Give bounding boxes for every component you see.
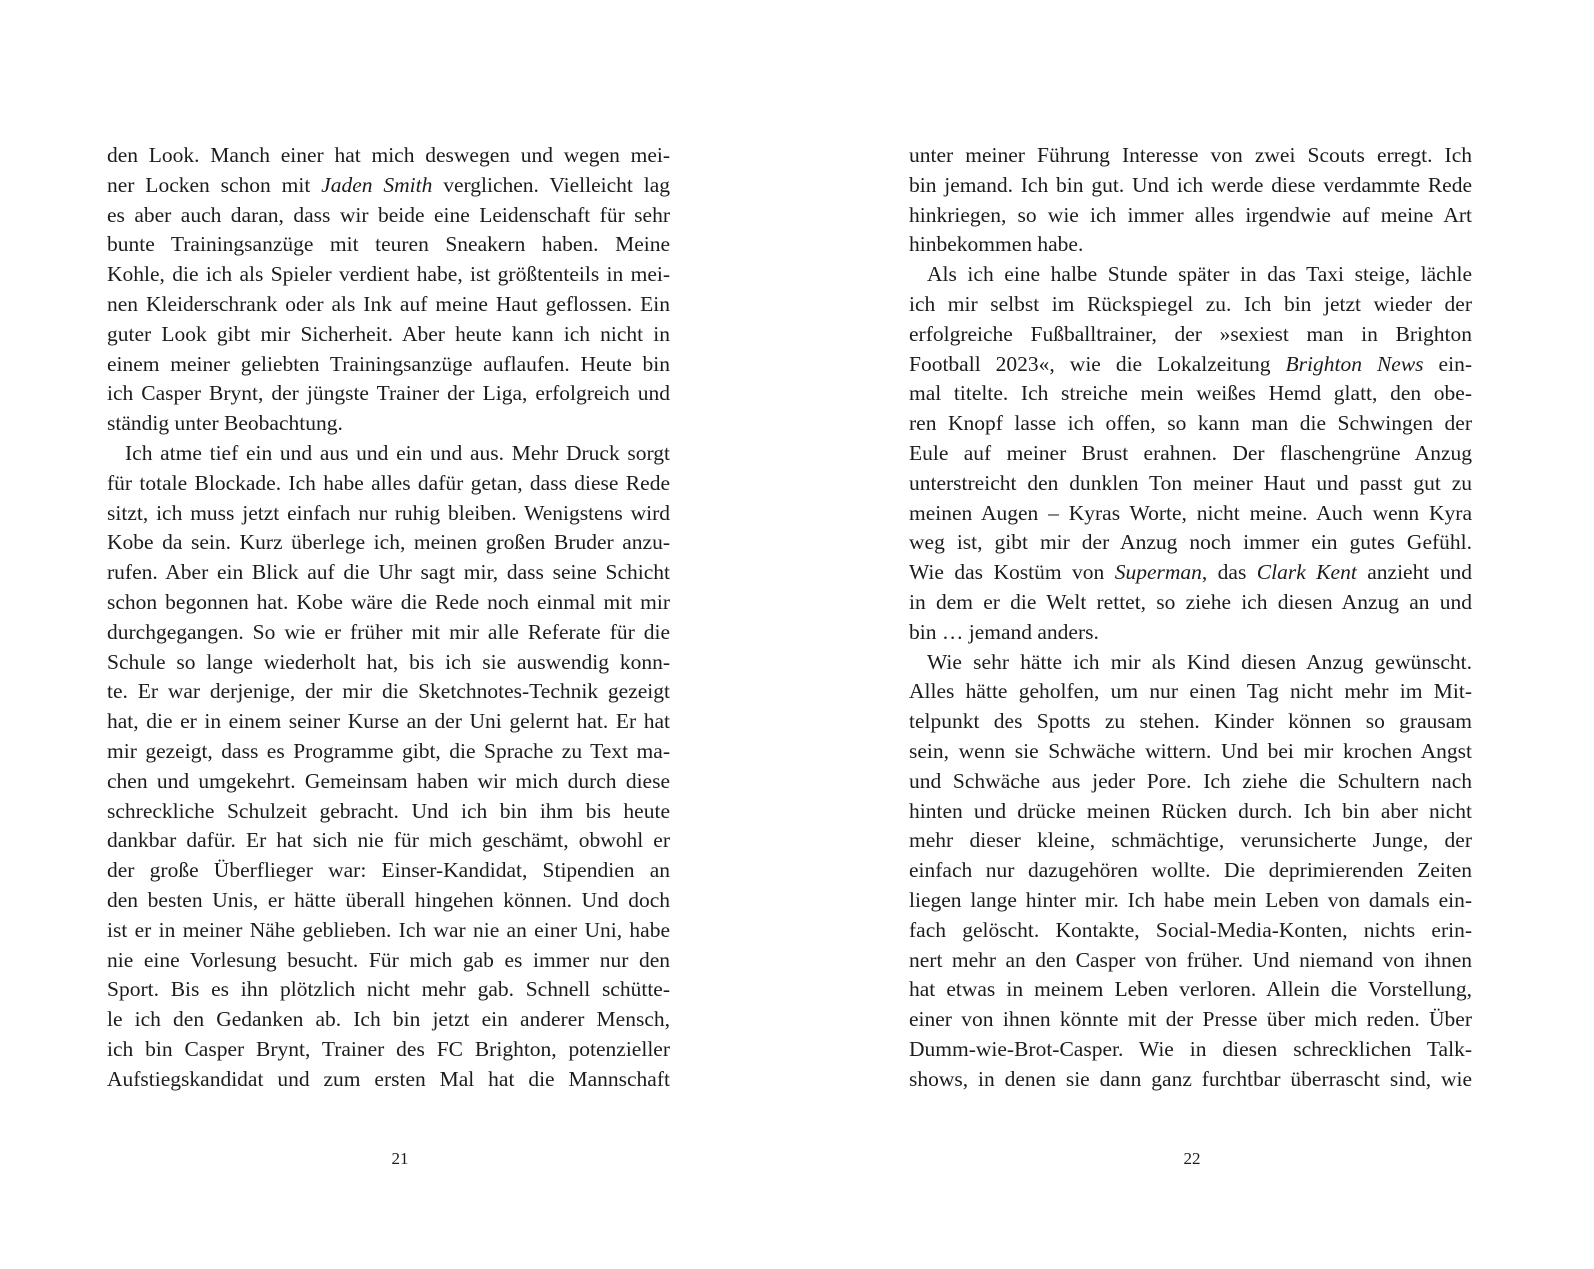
text-segment: Sport. Bis es ihn plötzlich nicht mehr gab. Schnell schütte-: [107, 977, 670, 1002]
text-segment: Kobe da sein. Kurz überlege ich, meinen großen Bruder anzu-: [107, 530, 670, 555]
text-segment: ich Casper Brynt, der jüngste Trainer der Liga, erfolgreich und: [107, 381, 670, 406]
text-segment: in dem er die Welt rettet, so ziehe ich diesen Anzug an und: [909, 589, 1472, 614]
text-segment: den besten Unis, er hätte überall hingehen können. Und doch: [107, 887, 670, 912]
text-line: [909, 350, 1472, 380]
text-segment: liegen lange hinter mir. Ich habe mein Leben von damals ein-: [909, 887, 1472, 912]
text-line: [107, 499, 670, 529]
text-line: [909, 588, 1472, 618]
text-segment: Aufstiegskandidat und zum ersten Mal hat die Mannschaft: [107, 1066, 670, 1091]
italic-text: Superman: [1114, 560, 1202, 585]
text-line: [107, 230, 670, 260]
text-line: [909, 707, 1472, 737]
text-segment: Wie das Kostüm von: [909, 560, 1115, 585]
text-line: [107, 737, 670, 767]
text-segment: es aber auch daran, dass wir beide eine Leidenschaft für sehr: [107, 202, 670, 227]
text-line: [107, 946, 670, 976]
text-segment: unterstreicht den dunklen Ton meiner Haut und passt gut zu: [909, 470, 1472, 495]
text-segment: le ich den Gedanken ab. Ich bin jetzt ein anderer Mensch,: [107, 1007, 670, 1032]
text-segment: rufen. Aber ein Blick auf die Uhr sagt mir, dass seine Schicht: [107, 560, 670, 585]
text-segment: nert mehr an den Casper von früher. Und niemand von ihnen: [909, 947, 1472, 972]
text-line: [909, 528, 1472, 558]
right-page: [797, 0, 1594, 1269]
text-segment: mehr dieser kleine, schmächtige, verunsicherte Junge, der: [909, 828, 1472, 853]
text-line: [909, 379, 1472, 409]
text-line: [107, 856, 670, 886]
text-segment: mal titelte. Ich streiche mein weißes Hemd glatt, den obe-: [909, 381, 1472, 406]
text-line: [909, 946, 1472, 976]
text-segment: den Look. Manch einer hat mich deswegen und wegen mei-: [107, 143, 670, 167]
text-segment: shows, in denen sie dann ganz furchtbar überrascht sind, wie: [909, 1066, 1472, 1091]
text-segment: te. Er war derjenige, der mir die Sketchnotes-Technik gezeigt: [107, 679, 670, 704]
text-line: [107, 290, 670, 320]
text-segment: guter Look gibt mir Sicherheit. Aber heute kann ich nicht in: [107, 321, 670, 346]
text-line: [107, 677, 670, 707]
text-line: [107, 588, 670, 618]
text-segment: chen und umgekehrt. Gemeinsam haben wir mich durch diese: [107, 768, 670, 793]
text-line: [909, 916, 1472, 946]
text-line: [909, 141, 1472, 171]
text-segment: unter meiner Führung Interesse von zwei Scouts erregt. Ich: [909, 143, 1472, 167]
text-segment: einfach nur dazugehören wollte. Die deprimierenden Zeiten: [909, 858, 1472, 883]
text-segment: hinbekommen habe.: [909, 232, 1084, 257]
text-line: [107, 975, 670, 1005]
text-segment: schreckliche Schulzeit gebracht. Und ich bin ihm bis heute: [107, 798, 670, 823]
text-segment: Football 2023«, wie die Lokalzeitung: [909, 351, 1286, 376]
text-segment: für totale Blockade. Ich habe alles dafür getan, dass diese Rede: [107, 470, 670, 495]
text-segment: hat etwas in meinem Leben verloren. Allein die Vorstellung,: [909, 977, 1472, 1002]
text-line: [107, 469, 670, 499]
text-segment: ren Knopf lasse ich offen, so kann man die Schwingen der: [909, 411, 1472, 436]
text-line: [909, 856, 1472, 886]
text-segment: hinten und drücke meinen Rücken durch. Ich bin aber nicht: [909, 798, 1472, 823]
text-segment: ein-: [1423, 351, 1472, 376]
text-line: [107, 320, 670, 350]
text-line: [909, 886, 1472, 916]
text-line: [107, 767, 670, 797]
page-number-left: 21: [391, 1149, 409, 1168]
text-line: [107, 1005, 670, 1035]
text-segment: telpunkt des Spotts zu stehen. Kinder können so grausam: [909, 709, 1472, 734]
text-line: [107, 409, 670, 439]
text-segment: erfolgreiche Fußballtrainer, der »sexiest man in Brighton: [909, 321, 1472, 346]
text-segment: der große Überflieger war: Einser-Kandidat, Stipendien an: [107, 858, 670, 883]
italic-text: Clark Kent: [1256, 560, 1357, 585]
text-line: [107, 558, 670, 588]
text-line: [107, 618, 670, 648]
text-segment: sitzt, ich muss jetzt einfach nur ruhig bleiben. Wenigstens wird: [107, 500, 670, 525]
text-segment: Alles hätte geholfen, um nur einen Tag nicht mehr im Mit-: [909, 679, 1472, 704]
text-segment: Ich atme tief ein und aus und ein und aus. Mehr Druck sorgt: [125, 440, 670, 465]
text-segment: ist er in meiner Nähe geblieben. Ich war nie an einer Uni, habe: [107, 917, 670, 942]
text-line: [909, 737, 1472, 767]
text-segment: und Schwäche aus jeder Pore. Ich ziehe die Schultern nach: [909, 768, 1472, 793]
text-line: [909, 439, 1472, 469]
text-line: [909, 1065, 1472, 1095]
text-segment: nen Kleiderschrank oder als Ink auf meine Haut geflossen. Ein: [107, 291, 670, 316]
text-segment: ich mir selbst im Rückspiegel zu. Ich bin jetzt wieder der: [909, 291, 1472, 316]
text-segment: hat, die er in einem seiner Kurse an der Uni gelernt hat. Er hat: [107, 709, 670, 734]
text-line: [107, 1065, 670, 1095]
text-line: [909, 767, 1472, 797]
text-segment: verglichen. Vielleicht lag: [432, 172, 670, 197]
text-segment: Schule so lange wiederholt hat, bis ich sie auswendig konn-: [107, 649, 670, 674]
text-line: [107, 260, 670, 290]
text-line: [107, 886, 670, 916]
text-segment: einer von ihnen könnte mit der Presse über mich reden. Über: [909, 1007, 1472, 1032]
text-segment: Wie sehr hätte ich mir als Kind diesen Anzug gewünscht.: [927, 649, 1472, 674]
text-line: [107, 1035, 670, 1065]
text-line: [909, 201, 1472, 231]
text-line: [107, 648, 670, 678]
text-segment: Dumm-wie-Brot-Casper. Wie in diesen schrecklichen Talk-: [909, 1036, 1472, 1061]
text-segment: meinen Augen – Kyras Worte, nicht meine. Auch wenn Kyra: [909, 500, 1472, 525]
text-line: [909, 260, 1472, 290]
text-segment: fach gelöscht. Kontakte, Social-Media-Konten, nichts erin-: [909, 917, 1472, 942]
text-line: [909, 320, 1472, 350]
text-line: [107, 707, 670, 737]
text-segment: durchgegangen. So wie er früher mit mir alle Referate für die: [107, 619, 670, 644]
text-line: [909, 1035, 1472, 1065]
text-line: [107, 439, 670, 469]
page-number-right: 22: [1183, 1149, 1201, 1168]
left-page-text: [107, 141, 670, 1095]
text-line: [107, 171, 670, 201]
text-segment: , das: [1201, 560, 1257, 585]
text-segment: ständig unter Beobachtung.: [107, 411, 343, 436]
text-line: [909, 677, 1472, 707]
text-segment: bin … jemand anders.: [909, 619, 1099, 644]
text-segment: ner Locken schon mit: [107, 172, 322, 197]
text-line: [909, 171, 1472, 201]
text-segment: ich bin Casper Brynt, Trainer des FC Brighton, potenzieller: [107, 1036, 670, 1061]
text-segment: mir gezeigt, dass es Programme gibt, die Sprache zu Text ma-: [107, 738, 670, 763]
text-line: [107, 141, 670, 171]
text-line: [909, 290, 1472, 320]
text-line: [909, 558, 1472, 588]
text-line: [909, 469, 1472, 499]
text-segment: bunte Trainingsanzüge mit teuren Sneakern haben. Meine: [107, 232, 670, 257]
text-line: [107, 797, 670, 827]
text-line: [909, 230, 1472, 260]
text-line: [909, 618, 1472, 648]
text-line: [909, 499, 1472, 529]
text-line: [909, 409, 1472, 439]
text-line: [107, 201, 670, 231]
text-line: [107, 916, 670, 946]
text-segment: bin jemand. Ich bin gut. Und ich werde diese verdammte Rede: [909, 172, 1472, 197]
text-segment: sein, wenn sie Schwäche wittern. Und bei mir krochen Angst: [909, 738, 1472, 763]
text-segment: schon begonnen hat. Kobe wäre die Rede noch einmal mit mir: [107, 589, 670, 614]
text-segment: anzieht und: [1356, 560, 1472, 585]
text-segment: weg ist, gibt mir der Anzug noch immer ein gutes Gefühl.: [909, 530, 1472, 555]
text-segment: Kohle, die ich als Spieler verdient habe, ist größtenteils in mei-: [107, 262, 670, 287]
italic-text: Jaden Smith: [321, 172, 433, 197]
text-segment: Eule auf meiner Brust erahnen. Der flaschengrüne Anzug: [909, 440, 1472, 465]
text-segment: hinkriegen, so wie ich immer alles irgendwie auf meine Art: [909, 202, 1472, 227]
text-segment: Als ich eine halbe Stunde später in das Taxi steige, lächle: [927, 262, 1472, 287]
text-line: [909, 975, 1472, 1005]
text-line: [107, 379, 670, 409]
text-segment: nie eine Vorlesung besucht. Für mich gab es immer nur den: [107, 947, 670, 972]
text-line: [107, 528, 670, 558]
italic-text: Brighton News: [1285, 351, 1424, 376]
right-page-text: [909, 141, 1472, 1095]
text-segment: einem meiner geliebten Trainingsanzüge auflaufen. Heute bin: [107, 351, 670, 376]
text-line: [909, 648, 1472, 678]
text-segment: dankbar dafür. Er hat sich nie für mich geschämt, obwohl er: [107, 828, 670, 853]
text-line: [909, 826, 1472, 856]
text-line: [107, 826, 670, 856]
text-line: [909, 797, 1472, 827]
text-line: [909, 1005, 1472, 1035]
text-line: [107, 350, 670, 380]
